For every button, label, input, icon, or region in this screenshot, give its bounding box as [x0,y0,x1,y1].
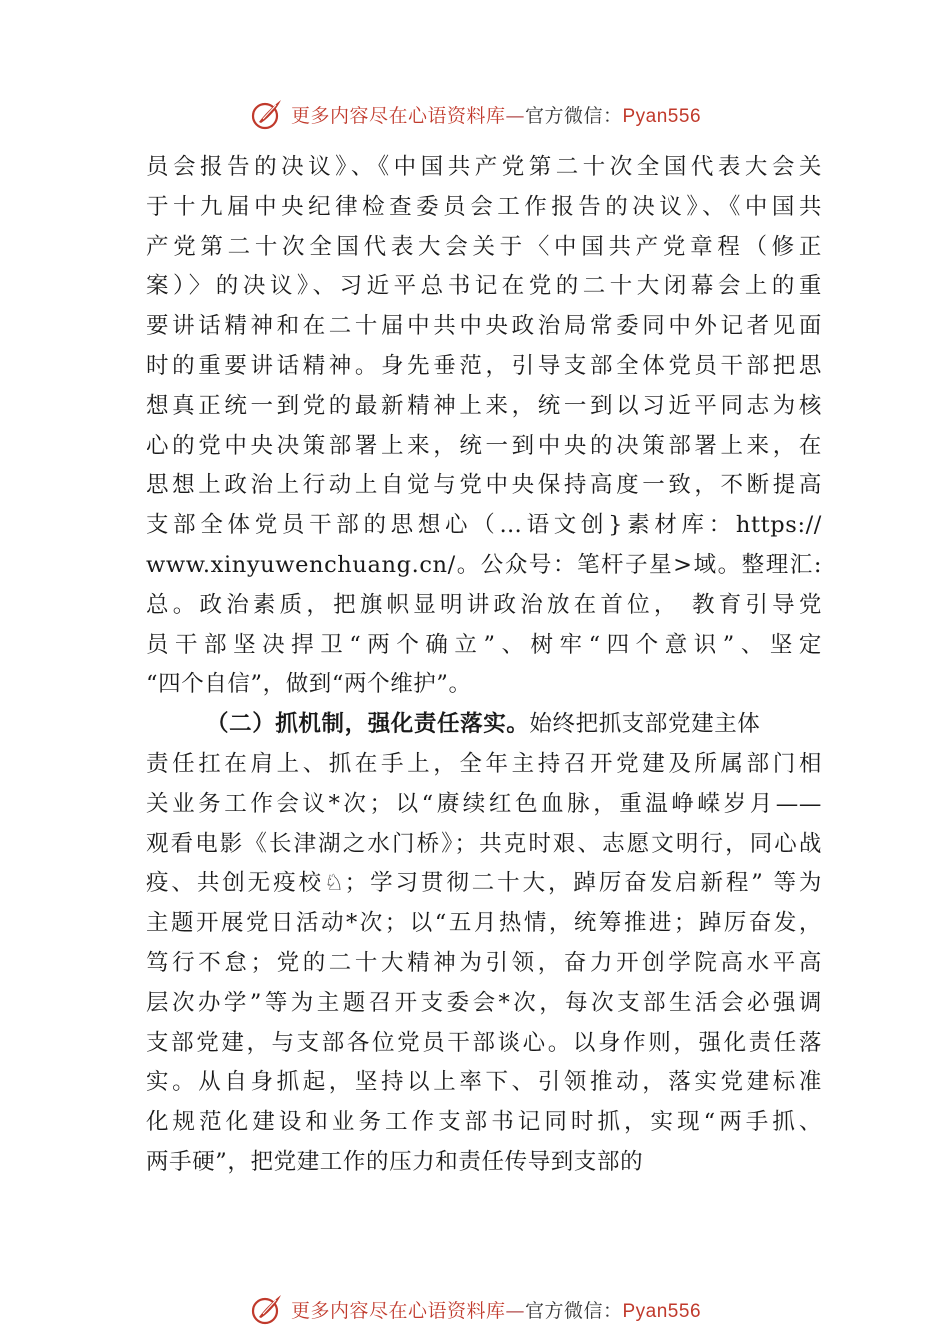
watermark-main-text: 更多内容尽在心语资料库 [290,104,506,127]
text-line: 实。从自身抓起，坚持以上率下、引领推动，落实党建标准 [146,1069,822,1096]
footer-watermark [0,1289,950,1329]
text-line: 支部党建，与支部各位党员干部谈心。以身作则，强化责任落 [146,1029,822,1056]
text-line: 案）〉的决议》、习近平总书记在党的二十大闭幕会上的重 [146,273,822,300]
section-heading: （二）抓机制，强化责任落实。 [206,711,530,738]
text-line: 层次办学”等为主题召开支委会*次，每次支部生活会必强调 [146,989,822,1016]
text-line: 员干部坚决捍卫“两个确立”、树牢“四个意识”、坚定 [146,631,822,658]
text-line: 关业务工作会议*次；以“赓续红色血脉，重温峥嵘岁月—— [146,790,822,817]
document-body [146,148,822,1183]
text-line: 责任扛在肩上、抓在手上，全年主持召开党建及所属部门相 [146,750,822,777]
text-line: 产党第二十次全国代表大会关于〈中国共产党章程（修正 [146,233,822,260]
text-line: 两手硬”，把党建工作的压力和责任传导到支部的 [146,1148,644,1175]
text-line [146,705,822,745]
text-line: 支部全体党员干部的思想心（…语文创}素材库：https:// [146,512,822,539]
watermark-wechat-id: Pyan556 [622,1300,702,1322]
text-line: 想真正统一到党的最新精神上来，统一到以习近平同志为核 [146,392,822,419]
text-line: 观看电影《长津湖之水门桥》；共克时艰、志愿文明行，同心战 [146,830,822,857]
watermark-text [291,101,701,128]
text-line: www.xinyuwenchuang.cn/。公众号：笔杆子星>域。整理汇: [146,551,822,578]
text-line: 要讲话精神和在二十届中共中央政治局常委同中外记者见面 [146,313,822,340]
header-watermark [0,94,950,134]
quill-logo-icon [249,1291,285,1327]
text-line: 时的重要讲话精神。身先垂范，引导支部全体党员干部把思 [146,352,822,379]
text-line: 疫、共创无疫校♘；学习贯彻二十大，踔厉奋发启新程” 等为 [146,870,822,897]
text-line: 思想上政治上行动上自觉与党中央保持高度一致，不断提高 [146,472,822,499]
watermark-separator: — [505,1299,525,1322]
text-line: 心的党中央决策部署上来，统一到中央的决策部署上来，在 [146,432,822,459]
text-line: 主题开展党日活动*次；以“五月热情，统筹推进；踔厉奋发， [146,910,822,937]
watermark-wechat-label: 官方微信： [524,104,623,127]
text-line: 员会报告的决议》、《中国共产党第二十次全国代表大会关 [146,154,822,180]
heading-rest-text: 始终把抓支部党建主体 [529,711,761,738]
watermark-separator: — [505,104,525,127]
watermark-text [291,1296,701,1323]
paragraph-1 [146,148,822,705]
quill-logo-icon [249,96,285,132]
watermark-main-text: 更多内容尽在心语资料库 [290,1299,506,1322]
text-line: 于十九届中央纪律检查委员会工作报告的决议》、《中国共 [146,193,822,220]
text-line: 化规范化建设和业务工作支部书记同时抓，实现“两手抓、 [146,1109,822,1136]
paragraph-2 [146,705,822,1183]
text-line: “四个自信”，做到“两个维护”。 [146,671,472,698]
watermark-wechat-label: 官方微信： [524,1299,623,1322]
watermark-wechat-id: Pyan556 [622,105,702,127]
text-line: 总。政治素质，把旗帜显明讲政治放在首位， 教育引导党 [146,591,822,618]
text-line: 笃行不怠；党的二十大精神为引领，奋力开创学院高水平高 [146,949,822,976]
